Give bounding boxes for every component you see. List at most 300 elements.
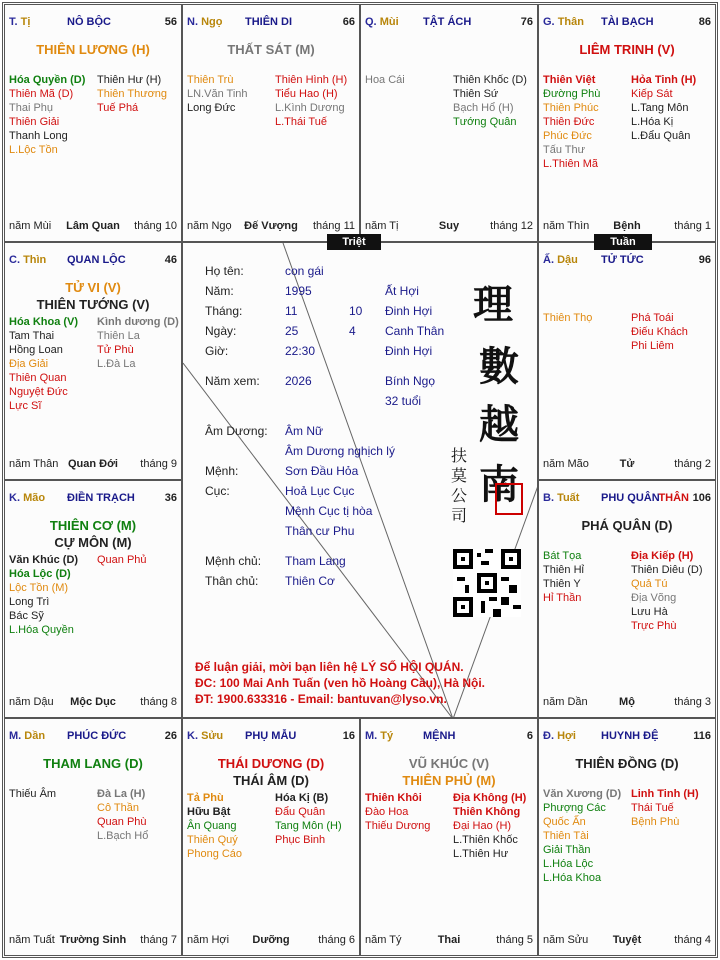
palace-mui[interactable]	[360, 4, 538, 242]
palace-number: 66	[342, 16, 355, 28]
palace-month: tháng 6	[318, 934, 355, 946]
palace-header	[9, 492, 177, 506]
palace-number: 46	[164, 254, 177, 266]
palace-mao[interactable]	[4, 480, 182, 718]
than-chu-value: Thiên Cơ	[285, 574, 335, 588]
aux-stars-right	[97, 553, 147, 567]
palace-footer	[9, 458, 177, 471]
aux-star: Quan Phù	[97, 816, 147, 828]
aux-star: Giải Thần	[543, 844, 591, 856]
main-stars	[539, 41, 715, 58]
contact-line-1: Để luận giải, mời bạn liên hệ LÝ SỐ HỘI QUÁN.	[195, 660, 464, 674]
month-value: 11	[285, 304, 298, 318]
seal-stamp	[495, 483, 523, 515]
small-char-2: 莫	[451, 466, 468, 485]
month-label: Tháng:	[205, 304, 243, 318]
aux-star: Thiên Quan	[9, 372, 67, 384]
palace-title: PHỤ MẪU	[245, 730, 297, 742]
aux-star: Thanh Long	[9, 130, 68, 142]
palace-header	[543, 492, 711, 506]
aux-star: L.Đà La	[97, 358, 136, 370]
main-star: THIÊN LƯƠNG (H)	[36, 42, 150, 57]
palace-stem: N.	[187, 16, 198, 28]
aux-star: Đại Hao (H)	[453, 820, 512, 832]
qr-code[interactable]	[453, 549, 521, 617]
main-star: THẤT SÁT (M)	[227, 42, 315, 57]
palace-stem: Đ.	[543, 730, 554, 742]
aux-star: Lưu Hà	[631, 606, 668, 618]
am-duong-note: Âm Dương nghịch lý	[285, 444, 395, 458]
aux-stars-right	[631, 549, 703, 633]
life-stage: Lâm Quan	[66, 220, 120, 232]
palace-month: tháng 4	[674, 934, 711, 946]
triet-badge: Triệt	[327, 234, 381, 250]
palace-footer	[9, 220, 177, 233]
palace-header	[9, 730, 177, 744]
palace-month: tháng 12	[490, 220, 533, 232]
aux-star: Kình dương (D)	[97, 316, 179, 328]
aux-stars-right	[97, 787, 148, 843]
center-info-panel	[182, 242, 538, 718]
day-label: Ngày:	[205, 324, 237, 338]
small-char-4: 司	[451, 506, 468, 525]
palace-stem: M.	[9, 730, 22, 742]
aux-stars-right	[631, 787, 699, 829]
life-stage: Tử	[619, 458, 635, 470]
main-stars	[5, 41, 181, 58]
palace-stem: K.	[187, 730, 198, 742]
aux-star: Thiên Việt	[543, 74, 596, 86]
aux-star: L.Hóa Kị	[631, 116, 674, 128]
palace-header	[9, 16, 177, 30]
aux-star: Thiên Hình (H)	[275, 74, 348, 86]
palace-hoi[interactable]	[538, 718, 716, 956]
palace-footer	[9, 696, 177, 709]
menh-chu-label: Mệnh chủ:	[205, 554, 262, 568]
aux-stars-right	[97, 73, 167, 115]
aux-star: Tử Phù	[97, 344, 134, 356]
palace-thin[interactable]	[4, 242, 182, 480]
aux-star: Đà La (H)	[97, 788, 146, 800]
palace-stem: Q.	[365, 16, 377, 28]
main-star: THIÊN ĐỒNG (D)	[575, 756, 679, 771]
logo-char-3: 越	[479, 401, 519, 448]
palace-title: QUAN LỘC	[67, 254, 126, 266]
palace-ngo[interactable]	[182, 4, 360, 242]
main-stars	[183, 755, 359, 789]
aux-stars-left	[9, 315, 78, 413]
aux-star: Địa Giải	[9, 358, 49, 370]
life-stage: Mộc Dục	[70, 696, 116, 708]
main-star: LIÊM TRINH (V)	[579, 42, 675, 57]
aux-star: Thiên Thọ	[543, 312, 593, 324]
palace-month: tháng 9	[140, 458, 177, 470]
aux-star: Văn Xương (D)	[543, 788, 622, 800]
aux-star: Hữu Bật	[187, 806, 231, 818]
main-stars	[539, 755, 715, 772]
age-value: 32 tuổi	[385, 394, 422, 408]
aux-star: Tướng Quân	[453, 116, 517, 128]
aux-star: L.Bạch Hổ	[97, 830, 149, 842]
aux-star: Văn Khúc (D)	[9, 554, 79, 566]
aux-star: Đẩu Quân	[275, 806, 326, 818]
aux-star: L.Thiên Hư	[453, 848, 509, 860]
aux-star: Linh Tinh (H)	[631, 788, 699, 800]
aux-stars-right	[453, 73, 527, 129]
aux-star: Kiếp Sát	[631, 88, 673, 100]
am-duong-label: Âm Dương:	[205, 424, 268, 438]
aux-star: Bệnh Phù	[631, 816, 680, 828]
aux-stars-left	[365, 791, 430, 833]
day-value: 25	[285, 324, 299, 338]
palace-month: tháng 8	[140, 696, 177, 708]
aux-star: Quốc Ấn	[543, 816, 586, 828]
aux-star: L.Tang Môn	[631, 102, 689, 114]
aux-stars-right	[453, 791, 526, 861]
palace-year: năm Ngọ	[187, 220, 232, 232]
view-year-value: 2026	[285, 374, 312, 388]
aux-star: Tang Môn (H)	[275, 820, 342, 832]
aux-star: Thiên Y	[543, 578, 581, 590]
cuc-note-1: Mệnh Cục tị hòa	[285, 504, 373, 518]
aux-star: Lực Sĩ	[9, 400, 42, 412]
life-stage: Suy	[438, 220, 460, 232]
main-star: PHÁ QUÂN (D)	[581, 518, 673, 533]
palace-year: năm Mão	[543, 458, 589, 470]
menh-label: Mệnh:	[205, 464, 239, 478]
aux-star: Phục Binh	[275, 834, 326, 846]
palace-footer	[543, 696, 711, 709]
palace-stem: M.	[365, 730, 378, 742]
palace-title: PHÚC ĐỨC	[67, 730, 127, 742]
palace-branch: Dậu	[557, 254, 578, 266]
palace-footer	[543, 220, 711, 233]
aux-star: Thai Phụ	[9, 102, 54, 114]
day-can-chi: Canh Thân	[385, 324, 445, 338]
lunar-day-value: 4	[349, 324, 356, 338]
aux-star: Thiên Hư (H)	[97, 74, 162, 86]
palace-branch: Mão	[23, 492, 46, 504]
life-stage: Thai	[437, 934, 461, 946]
palace-title: HUYNH ĐỆ	[601, 730, 659, 742]
aux-star: Hóa Khoa (V)	[9, 316, 79, 328]
aux-stars-left	[365, 73, 405, 87]
aux-star: Bạch Hổ (H)	[453, 102, 514, 114]
aux-star: Hóa Quyền (D)	[9, 74, 86, 86]
palace-stem: B.	[543, 492, 554, 504]
palace-ty[interactable]	[360, 718, 538, 956]
aux-stars-right	[275, 791, 342, 847]
aux-star: Thiên Phúc	[543, 102, 599, 114]
aux-stars-left	[543, 311, 592, 325]
palace-title: TỬ TỨC	[601, 254, 644, 266]
main-star: VŨ KHÚC (V)	[408, 756, 490, 771]
palace-header	[187, 16, 355, 30]
month-can-chi: Đinh Hợi	[385, 304, 433, 318]
palace-stem: C.	[9, 254, 20, 266]
palace-footer	[187, 934, 355, 947]
palace-stem: Ấ.	[543, 254, 554, 266]
aux-star: Thiên Tài	[543, 830, 589, 842]
view-year-can-chi: Bính Ngọ	[385, 374, 436, 388]
logo-char-1: 理	[473, 281, 513, 328]
aux-star: Địa Võng	[631, 592, 677, 604]
palace-branch: Sửu	[201, 730, 224, 742]
contact-phone-email[interactable]: ĐT: 1900.633316 - Email: bantuvan@lyso.vn.	[195, 692, 447, 706]
palace-year: năm Thìn	[543, 220, 590, 232]
palace-year: năm Dậu	[9, 696, 54, 708]
aux-star: Hỏa Tinh (H)	[631, 74, 697, 86]
main-stars	[5, 279, 181, 313]
palace-branch: Tị	[20, 16, 31, 28]
palace-header	[9, 254, 177, 268]
aux-star: Quan Phủ	[97, 554, 147, 566]
life-stage: Trường Sinh	[59, 934, 127, 946]
aux-star: Tam Thai	[9, 330, 55, 342]
palace-number: 56	[164, 16, 177, 28]
logo-char-4: 南	[479, 461, 519, 508]
aux-star: Tấu Thư	[543, 144, 586, 156]
name-label: Họ tên:	[205, 264, 244, 278]
lunar-month-value: 10	[349, 304, 363, 318]
palace-month: tháng 3	[674, 696, 711, 708]
life-stage: Tuyệt	[612, 934, 642, 946]
palace-header	[543, 730, 711, 744]
cuc-note-2: Thân cư Phu	[285, 524, 355, 538]
palace-number: 36	[164, 492, 177, 504]
aux-star: Đường Phù	[543, 88, 601, 100]
palace-branch: Thìn	[23, 254, 47, 266]
small-char-1: 扶	[451, 446, 468, 465]
aux-star: Tả Phù	[187, 792, 224, 804]
aux-star: Thiếu Dương	[365, 820, 431, 832]
main-stars	[5, 755, 181, 772]
aux-star: Thiên Khốc (D)	[453, 74, 527, 86]
palace-month: tháng 7	[140, 934, 177, 946]
aux-stars-left	[9, 553, 78, 637]
aux-star: Thiếu Âm	[9, 788, 57, 800]
aux-star: L.Thái Tuế	[275, 116, 327, 128]
aux-star: Hồng Loan	[9, 344, 63, 356]
small-char-3: 公	[451, 486, 468, 505]
palace-branch: Mùi	[379, 16, 399, 28]
aux-stars-left	[187, 791, 242, 861]
cuc-label: Cục:	[205, 484, 230, 498]
aux-star: Thái Tuế	[631, 802, 674, 814]
year-label: Năm:	[205, 284, 234, 298]
main-star: THÁI DƯƠNG (D)	[217, 756, 325, 771]
main-star: THAM LANG (D)	[43, 756, 143, 771]
aux-star: Thiên Mã (D)	[9, 88, 74, 100]
main-stars	[539, 517, 715, 534]
palace-number: 76	[520, 16, 533, 28]
aux-star: Thiên La	[97, 330, 140, 342]
aux-star: LN.Văn Tinh	[187, 88, 248, 100]
main-star: THIÊN CƠ (M)	[49, 518, 137, 533]
aux-stars-left	[543, 549, 584, 605]
aux-star: Long Đức	[187, 102, 236, 114]
aux-star: Phá Toái	[631, 312, 674, 324]
hour-label: Giờ:	[205, 344, 229, 358]
palace-dau[interactable]	[538, 242, 716, 480]
palace-footer	[9, 934, 177, 947]
aux-star: Thiên Đức	[543, 116, 595, 128]
palace-title: PHU QUÂN	[601, 492, 660, 504]
aux-stars-left	[187, 73, 248, 115]
palace-header	[187, 730, 355, 744]
aux-star: Địa Kiếp (H)	[631, 550, 694, 562]
than-marker: THÂN	[658, 492, 689, 504]
palace-month: tháng 2	[674, 458, 711, 470]
palace-stem: T.	[9, 16, 18, 28]
aux-star: Ân Quang	[187, 820, 237, 832]
tuan-badge: Tuần	[594, 234, 652, 250]
palace-branch: Tý	[380, 730, 394, 742]
main-stars	[361, 755, 537, 789]
palace-month: tháng 11	[312, 220, 355, 232]
palace-title: MỆNH	[423, 730, 456, 742]
life-stage: Đế Vượng	[244, 220, 298, 232]
palace-number: 16	[342, 730, 355, 742]
aux-star: L.Đẩu Quân	[631, 130, 691, 142]
aux-star: Phi Liêm	[631, 340, 674, 352]
aux-star: Thiên Thương	[97, 88, 168, 100]
aux-stars-right	[631, 311, 688, 353]
palace-branch: Tuất	[557, 492, 580, 504]
aux-star: Phúc Đức	[543, 130, 592, 142]
contact-address: ĐC: 100 Mai Anh Tuấn (ven hồ Hoàng Cầu), Hà Nội.	[195, 676, 486, 690]
aux-star: L.Hóa Quyền	[9, 624, 74, 636]
aux-star: Long Trì	[9, 596, 50, 608]
palace-suu[interactable]	[182, 718, 360, 956]
aux-star: Hoa Cái	[365, 74, 405, 86]
palace-ti[interactable]	[4, 4, 182, 242]
aux-stars-right	[97, 315, 179, 371]
aux-stars-left	[9, 787, 56, 801]
palace-month: tháng 10	[134, 220, 177, 232]
aux-star: Điếu Khách	[631, 326, 688, 338]
aux-star: Thiên Trù	[187, 74, 234, 86]
aux-star: Thiên Không	[453, 806, 521, 818]
palace-footer	[365, 934, 533, 947]
menh-value: Sơn Đầu Hỏa	[285, 464, 359, 478]
palace-footer	[187, 220, 355, 233]
aux-star: Phượng Các	[543, 802, 606, 814]
hour-can-chi: Đinh Hợi	[385, 344, 433, 358]
aux-star: Tiểu Hao (H)	[275, 88, 338, 100]
life-stage: Mộ	[619, 696, 635, 708]
palace-title: THIÊN DI	[245, 16, 293, 28]
palace-header	[543, 254, 711, 268]
aux-star: L.Hóa Khoa	[543, 872, 602, 884]
palace-footer	[543, 458, 711, 471]
palace-stem: G.	[543, 16, 555, 28]
palace-title: NÔ BỘC	[67, 16, 111, 28]
palace-header	[543, 16, 711, 30]
aux-star: Thiên Sứ	[453, 88, 499, 100]
aux-star: Nguyệt Đức	[9, 386, 68, 398]
palace-dan[interactable]	[4, 718, 182, 956]
palace-title: TẬT ÁCH	[423, 16, 472, 28]
aux-star: Thiên Quý	[187, 834, 238, 846]
palace-year: năm Tý	[365, 934, 402, 946]
aux-star: Thiên Diêu (D)	[631, 564, 703, 576]
aux-star: Trực Phù	[631, 620, 677, 632]
palace-than[interactable]	[538, 4, 716, 242]
aux-star: Hóa Lộc (D)	[9, 568, 71, 580]
name-value: con gái	[285, 264, 324, 278]
menh-chu-value: Tham Lang	[285, 554, 346, 568]
aux-star: Hỉ Thần	[543, 592, 582, 604]
than-chu-label: Thân chủ:	[205, 574, 259, 588]
main-star: THIÊN PHỦ (M)	[402, 773, 496, 788]
aux-star: L.Lộc Tồn	[9, 144, 58, 156]
palace-footer	[543, 934, 711, 947]
aux-star: L.Thiên Mã	[543, 158, 599, 170]
palace-title: TÀI BẠCH	[601, 16, 654, 28]
palace-stem: K.	[9, 492, 20, 504]
logo-char-2: 數	[479, 343, 519, 390]
aux-stars-left	[543, 73, 600, 171]
aux-star: Địa Không (H)	[453, 792, 527, 804]
life-stage: Bệnh	[613, 220, 641, 232]
palace-branch: Dần	[24, 730, 46, 742]
main-star: TỬ VI (V)	[65, 280, 121, 295]
hour-value: 22:30	[285, 344, 316, 358]
palace-tuat[interactable]	[538, 480, 716, 718]
palace-number: 116	[693, 730, 711, 742]
aux-star: Cô Thần	[97, 802, 139, 814]
aux-star: Bác Sỹ	[9, 610, 44, 622]
aux-star: Lộc Tồn (M)	[9, 582, 69, 594]
life-stage: Dưỡng	[252, 934, 290, 946]
view-year-label: Năm xem:	[205, 374, 260, 388]
cuc-value: Hoả Lục Cục	[285, 484, 355, 498]
palace-year: năm Sửu	[543, 934, 589, 946]
palace-header	[365, 730, 533, 744]
palace-number: 26	[164, 730, 177, 742]
aux-stars-right	[275, 73, 347, 129]
palace-number: 106	[692, 492, 711, 504]
main-star: CỰ MÔN (M)	[54, 535, 132, 550]
palace-number: 6	[526, 730, 533, 742]
palace-month: tháng 5	[496, 934, 533, 946]
main-stars	[183, 41, 359, 58]
palace-year: năm Hợi	[187, 934, 230, 946]
palace-year: năm Thân	[9, 458, 59, 470]
palace-header	[365, 16, 533, 30]
aux-star: Hóa Kị (B)	[275, 792, 329, 804]
palace-number: 86	[698, 16, 711, 28]
main-star: THÁI ÂM (D)	[233, 773, 309, 788]
palace-footer	[365, 220, 533, 233]
palace-year: năm Mùi	[9, 220, 52, 232]
aux-star: Bát Tọa	[543, 550, 582, 562]
aux-star: L.Hóa Lộc	[543, 858, 594, 870]
aux-star: Phong Cáo	[187, 848, 243, 860]
aux-star: Thiên Hỉ	[543, 564, 584, 576]
aux-star: Quả Tú	[631, 578, 668, 590]
aux-star: Thiên Giải	[9, 116, 60, 128]
palace-title: ĐIỀN TRẠCH	[67, 492, 135, 504]
palace-year: năm Tuất	[9, 934, 55, 946]
palace-year: năm Tị	[365, 220, 399, 232]
aux-star: Đào Hoa	[365, 806, 409, 818]
main-stars	[5, 517, 181, 551]
palace-branch: Thân	[557, 16, 584, 28]
aux-star: L.Kình Dương	[275, 102, 345, 114]
aux-star: Thiên Khôi	[365, 792, 422, 804]
